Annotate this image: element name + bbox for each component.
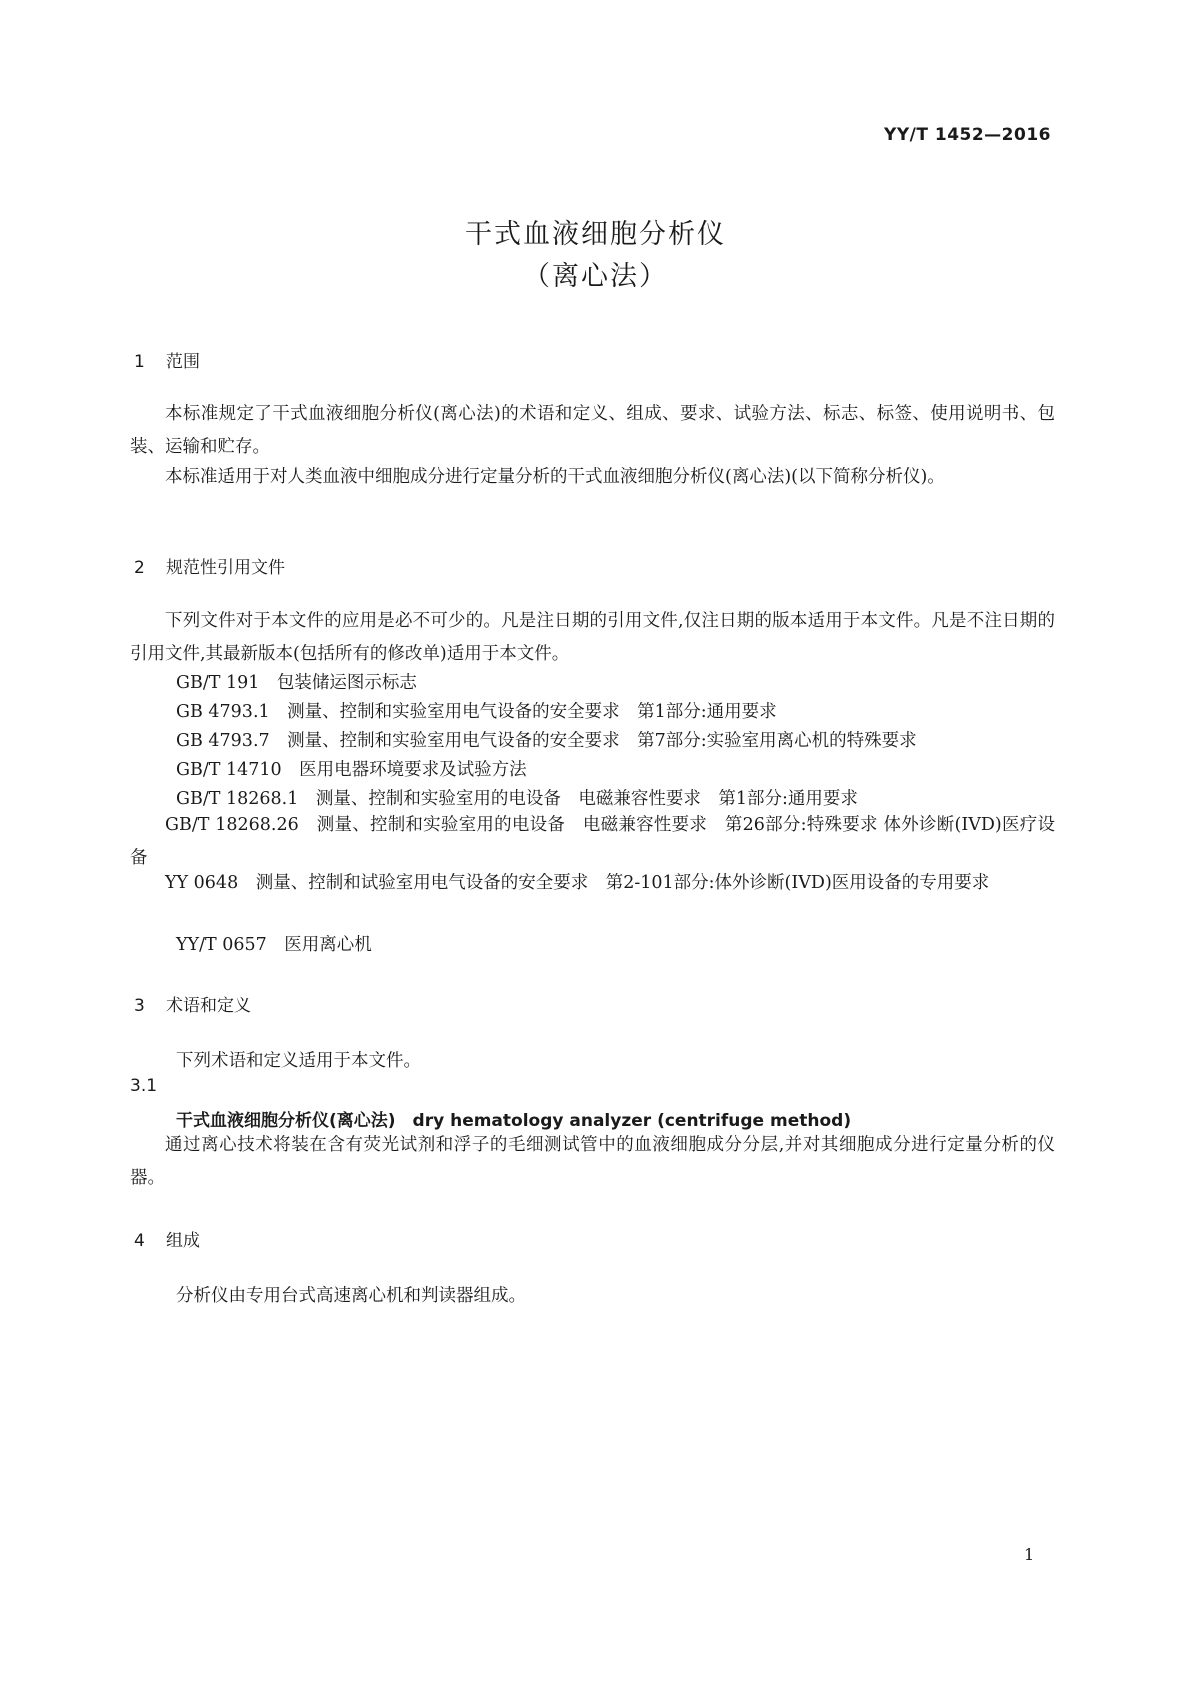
section-number: 1 xyxy=(134,352,145,372)
term-number: 3.1 xyxy=(130,1076,158,1096)
section-number: 3 xyxy=(134,996,145,1016)
section-title: 规范性引用文件 xyxy=(166,558,285,578)
standard-number: YY/T 1452—2016 xyxy=(884,125,1051,145)
reference-item: GB/T 18268.26 测量、控制和实验室用的电设备 电磁兼容性要求 第26部分:特殊要求 体外诊断(IVD)医疗设备 xyxy=(130,815,1055,868)
section-title: 范围 xyxy=(166,352,200,372)
reference-item: GB 4793.1 测量、控制和实验室用电气设备的安全要求 第1部分:通用要求 xyxy=(176,702,777,722)
reference-item: GB/T 14710 医用电器环境要求及试验方法 xyxy=(176,760,527,780)
scope-paragraph-1: 本标准规定了干式血液细胞分析仪(离心法)的术语和定义、组成、要求、试验方法、标志、标签、使用说明书、包装、运输和贮存。 xyxy=(130,404,1055,457)
section-2-heading xyxy=(134,553,285,578)
document-subtitle: （离心法） xyxy=(523,261,668,292)
reference-item: GB 4793.7 测量、控制和实验室用电气设备的安全要求 第7部分:实验室用离心机的特殊要求 xyxy=(176,731,917,751)
section-number: 2 xyxy=(134,558,145,578)
term-title: 干式血液细胞分析仪(离心法) dry hematology analyzer (centrifuge method) xyxy=(176,1111,852,1131)
section-title: 术语和定义 xyxy=(166,996,251,1016)
terms-intro: 下列术语和定义适用于本文件。 xyxy=(176,1051,421,1071)
reference-item: GB/T 191 包装储运图示标志 xyxy=(176,673,417,693)
section-3-heading xyxy=(134,991,251,1016)
section-1-heading xyxy=(134,347,200,372)
composition-paragraph: 分析仪由专用台式高速离心机和判读器组成。 xyxy=(176,1286,526,1306)
references-intro: 下列文件对于本文件的应用是必不可少的。凡是注日期的引用文件,仅注日期的版本适用于本文件。凡是不注日期的引用文件,其最新版本(包括所有的修改单)适用于本文件。 xyxy=(130,611,1055,664)
section-title: 组成 xyxy=(166,1231,200,1251)
term-definition: 通过离心技术将装在含有荧光试剂和浮子的毛细测试管中的血液细胞成分分层,并对其细胞成分进行定量分析的仪器。 xyxy=(130,1135,1055,1188)
section-4-heading xyxy=(134,1226,200,1251)
section-number: 4 xyxy=(134,1231,145,1251)
scope-paragraph-2: 本标准适用于对人类血液中细胞成分进行定量分析的干式血液细胞分析仪(离心法)(以下简称分析仪)。 xyxy=(165,467,945,487)
reference-item: YY 0648 测量、控制和试验室用电气设备的安全要求 第2-101部分:体外诊断(IVD)医用设备的专用要求 xyxy=(165,873,990,893)
document-title: 干式血液细胞分析仪 xyxy=(465,219,726,250)
reference-item: YY/T 0657 医用离心机 xyxy=(176,935,372,955)
reference-item: GB/T 18268.1 测量、控制和实验室用的电设备 电磁兼容性要求 第1部分:通用要求 xyxy=(176,789,858,809)
page-number: 1 xyxy=(1024,1545,1035,1564)
